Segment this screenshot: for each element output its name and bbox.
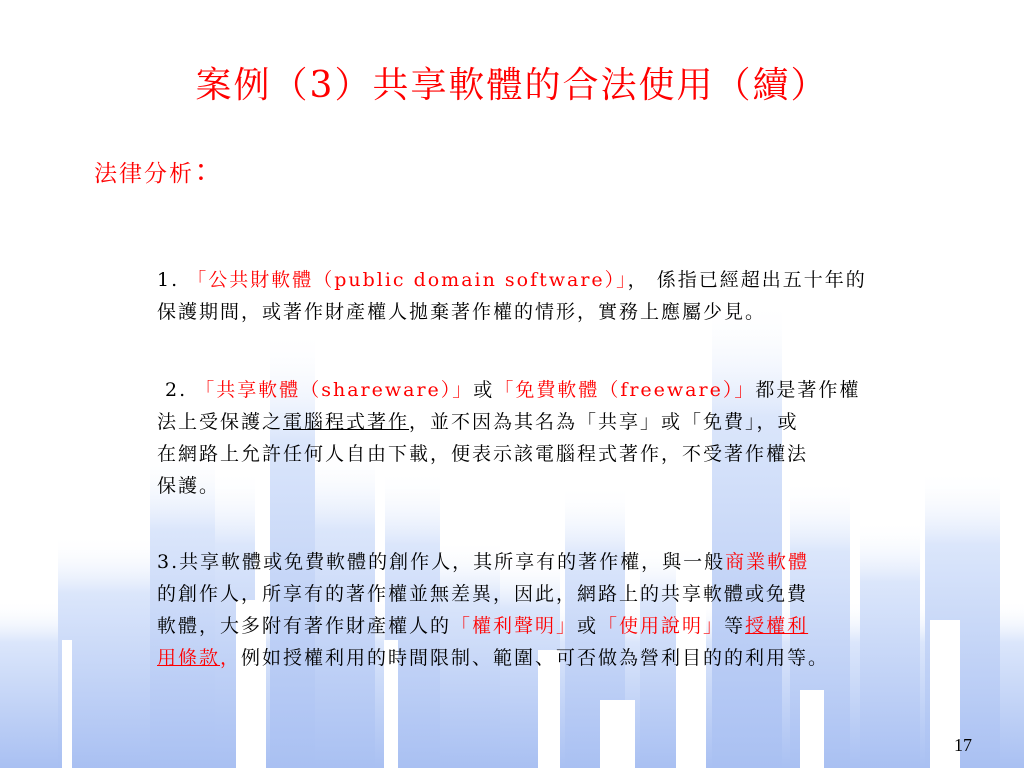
section-heading	[94, 152, 226, 194]
paragraph-1	[157, 264, 947, 328]
p3-term-license-terms-part1: 授權利	[745, 615, 809, 637]
p3-text-line3b: 等	[724, 615, 746, 637]
p2-or: 或	[473, 379, 495, 401]
paragraph-3	[157, 546, 947, 674]
p3-text-line4: 例如授權利用的時間限制、範圍、可否做為營利目的的利用等。	[241, 647, 830, 669]
section-heading-colon: ：	[194, 154, 226, 189]
p3-text-line2: 的創作人，所享有的著作權並無差異，因此，網路上的共享軟體或免費	[157, 583, 809, 605]
p2-term-shareware: 「共享軟體（shareware）」	[195, 379, 474, 401]
p3-red-comma: ，	[220, 647, 242, 669]
p2-text-line3: 在網路上允許任何人自由下載，便表示該電腦程式著作，不受著作權法	[157, 443, 809, 465]
p1-text-line1: ， 係指已經超出五十年的	[627, 269, 867, 291]
p2-underlined-computer-program-work: 電腦程式著作	[283, 411, 410, 433]
p2-number: 2.	[165, 379, 188, 401]
p3-or: 或	[577, 615, 599, 637]
p3-term-commercial-software: 商業軟體	[725, 551, 810, 573]
p2-text-line2a: 法上受保護之	[157, 411, 284, 433]
slide-title: 案例（3）共享軟體的合法使用（續）	[195, 65, 829, 106]
section-heading-text: 法律分析	[94, 161, 194, 187]
p3-term-rights-statement: 「權利聲明」	[451, 615, 578, 637]
p3-term-usage-instructions: 「使用說明」	[598, 615, 725, 637]
p3-text-line3a: 軟體，大多附有著作財產權人的	[157, 615, 452, 637]
p1-term-public-domain: 「公共財軟體（public domain software）」	[187, 269, 628, 291]
p1-text-line2: 保護期間，或著作財產權人拋棄著作權的情形，實務上應屬少見。	[157, 301, 767, 323]
p2-text-line2b: ，並不因為其名為「共享」或「免費」，或	[409, 411, 799, 433]
p2-text-line4: 保護。	[157, 475, 221, 497]
p1-number: 1.	[157, 269, 180, 291]
page-number: 17	[954, 735, 972, 755]
p2-text-line1: 都是著作權	[755, 379, 861, 401]
p3-text-line1: 3.共享軟體或免費軟體的創作人，其所享有的著作權，與一般	[157, 551, 726, 573]
p2-term-freeware: 「免費軟體（freeware）」	[494, 379, 756, 401]
p3-term-license-terms-part2: 用條款	[157, 647, 221, 669]
paragraph-2	[157, 374, 947, 502]
